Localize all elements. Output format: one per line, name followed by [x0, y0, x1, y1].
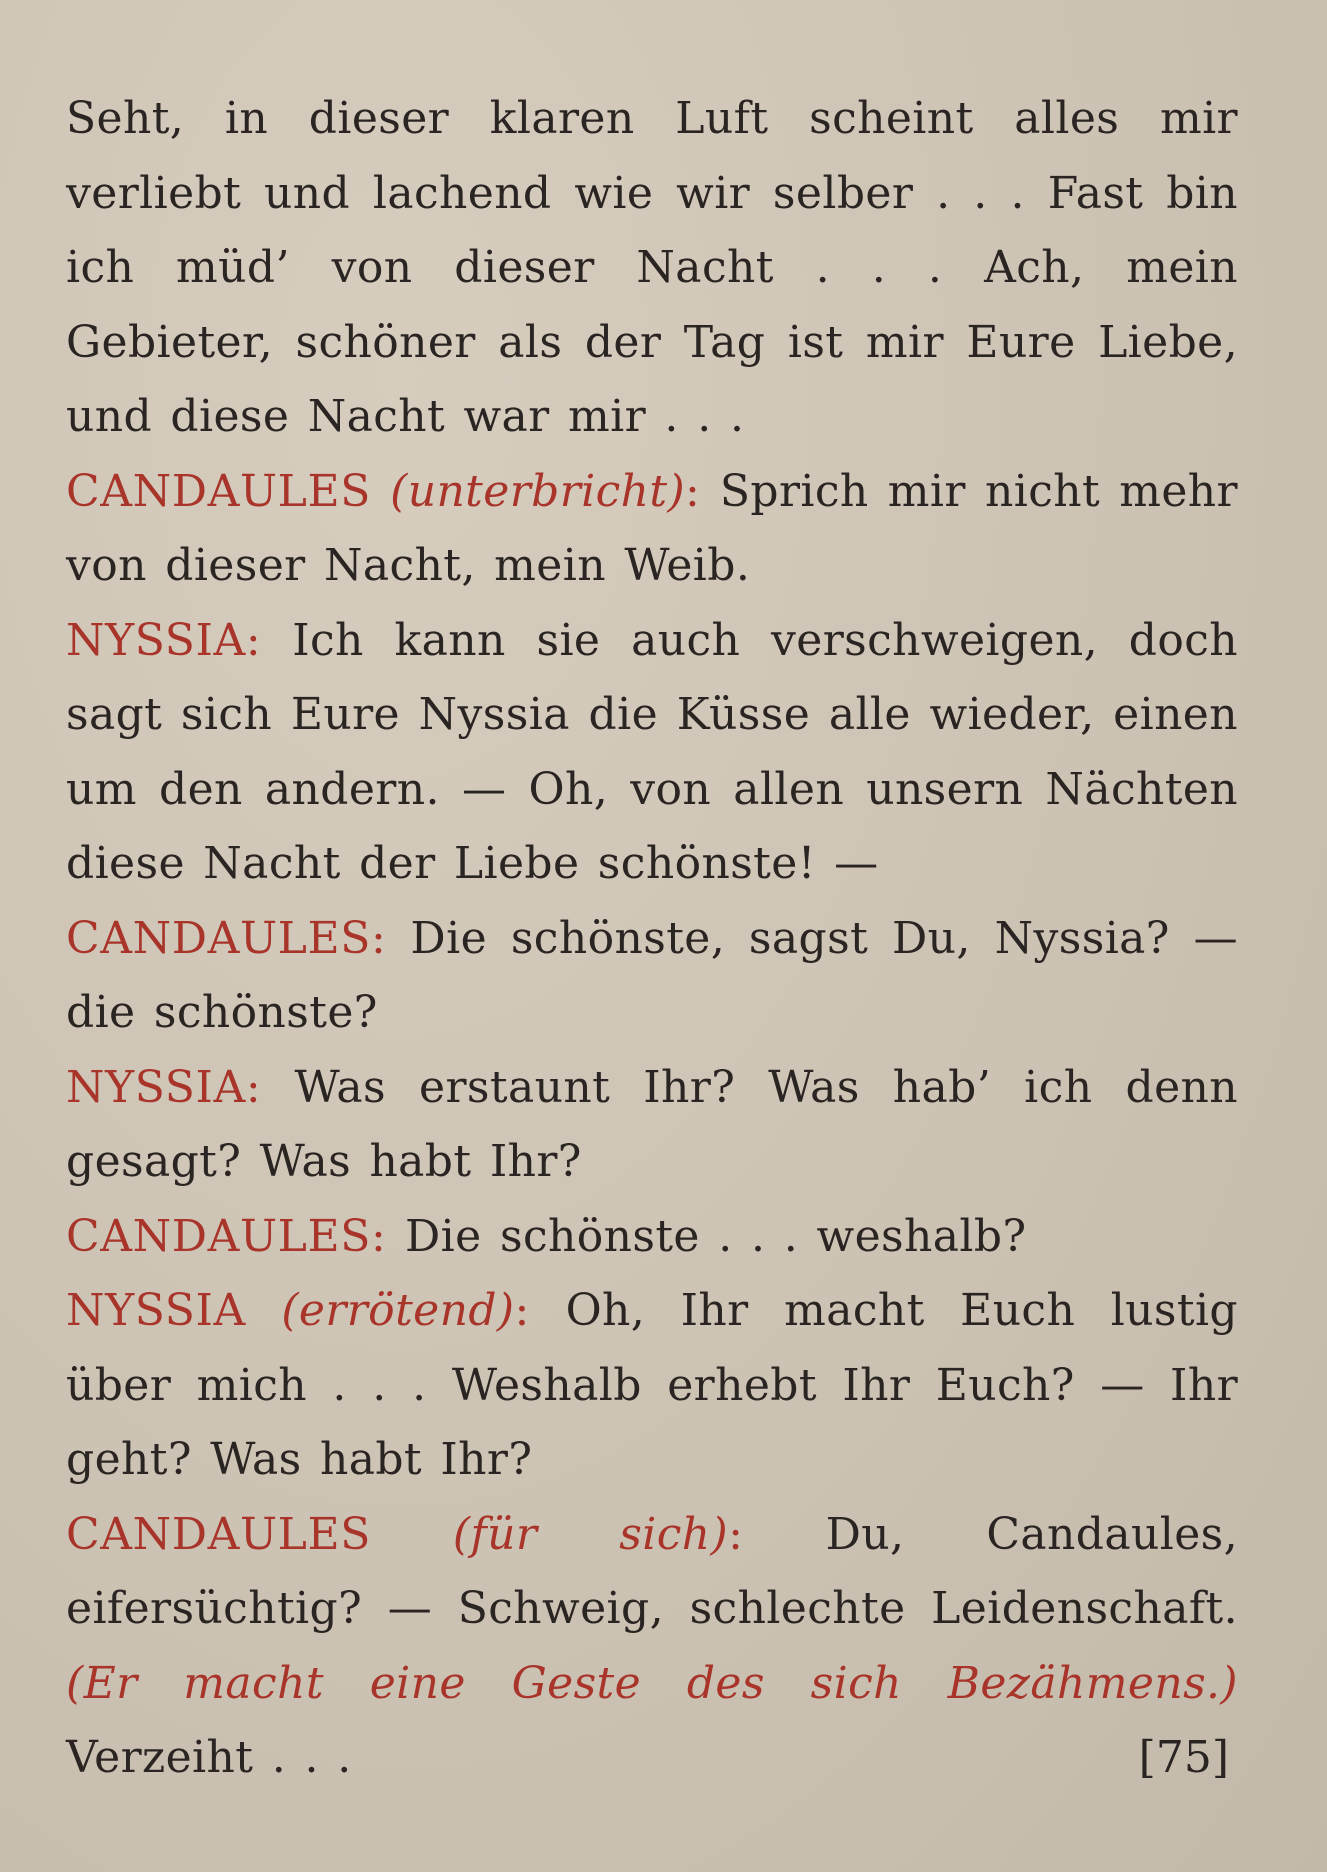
- speaker-name: NYSSIA: [66, 1285, 246, 1336]
- paragraph-nyssia-2: [66, 1051, 1238, 1200]
- speech-text: Die schönste, sagst Du, Nyssia? — die schönste?: [66, 912, 1239, 1038]
- paragraph-candaules-3: [66, 1200, 1238, 1275]
- page-number: [75]: [1138, 1732, 1229, 1783]
- paragraph-candaules-1: [66, 455, 1238, 604]
- speaker-name: CANDAULES: [66, 1508, 371, 1560]
- speech-text: Du, Candaules, eifersüchtig? — Schweig, schlechte Leidenschaft.: [66, 1508, 1239, 1634]
- speech-text-after: Verzeiht . . .: [66, 1732, 352, 1783]
- speech-text: Was erstaunt Ihr? Was hab’ ich denn gesagt? Was habt Ihr?: [66, 1061, 1239, 1187]
- speaker-name: NYSSIA: [66, 1061, 246, 1113]
- speaker-name: NYSSIA: [66, 614, 246, 666]
- speaker-name: CANDAULES: [66, 912, 371, 964]
- speaker-colon: :: [245, 614, 293, 666]
- inline-stage-direction: (Er macht eine Geste des sich Bezähmens.): [66, 1657, 1238, 1709]
- speaker-colon: :: [685, 465, 720, 517]
- book-page-text: [66, 82, 1238, 1796]
- speech-text: Ich kann sie auch verschweigen, doch sagt sich Eure Nyssia die Küsse alle wieder, einen um den andern. — Oh, von allen unsern Nächten diese Nacht der Liebe schönste! —: [66, 614, 1239, 889]
- paragraph-nyssia-3: [66, 1274, 1238, 1498]
- stage-direction: (unterbricht): [390, 465, 686, 517]
- paragraph-candaules-2: [66, 902, 1238, 1051]
- stage-direction: (errötend): [281, 1285, 515, 1336]
- speaker-name: CANDAULES: [66, 465, 371, 517]
- paragraph-nyssia-1: [66, 604, 1238, 902]
- speech-text: Seht, in dieser klaren Luft scheint alles mir verliebt und lachend wie wir selber . . . Fast bin ich müd’ von dieser Nacht . . . Ach, mein Gebieter, schöner als der Tag ist mir Eure Liebe, und diese Nacht war mir . . .: [66, 93, 1238, 442]
- stage-direction: (für sich): [452, 1508, 729, 1560]
- speech-text: Oh, Ihr macht Euch lustig über mich . . . Weshalb erhebt Ihr Euch? — Ihr geht? Was habt Ihr?: [66, 1285, 1239, 1485]
- speaker-colon: :: [370, 1210, 405, 1262]
- speaker-colon: :: [728, 1508, 826, 1560]
- speech-text: Sprich mir nicht mehr von dieser Nacht, mein Weib.: [66, 465, 1238, 591]
- speech-text: Die schönste . . . weshalb?: [404, 1210, 1027, 1262]
- speaker-colon: :: [370, 912, 411, 964]
- speaker-colon: :: [245, 1061, 295, 1113]
- paragraph-nyssia-speech: [66, 82, 1238, 455]
- speaker-colon: :: [514, 1285, 566, 1336]
- speaker-name: CANDAULES: [66, 1210, 371, 1262]
- paragraph-candaules-4: [66, 1498, 1238, 1796]
